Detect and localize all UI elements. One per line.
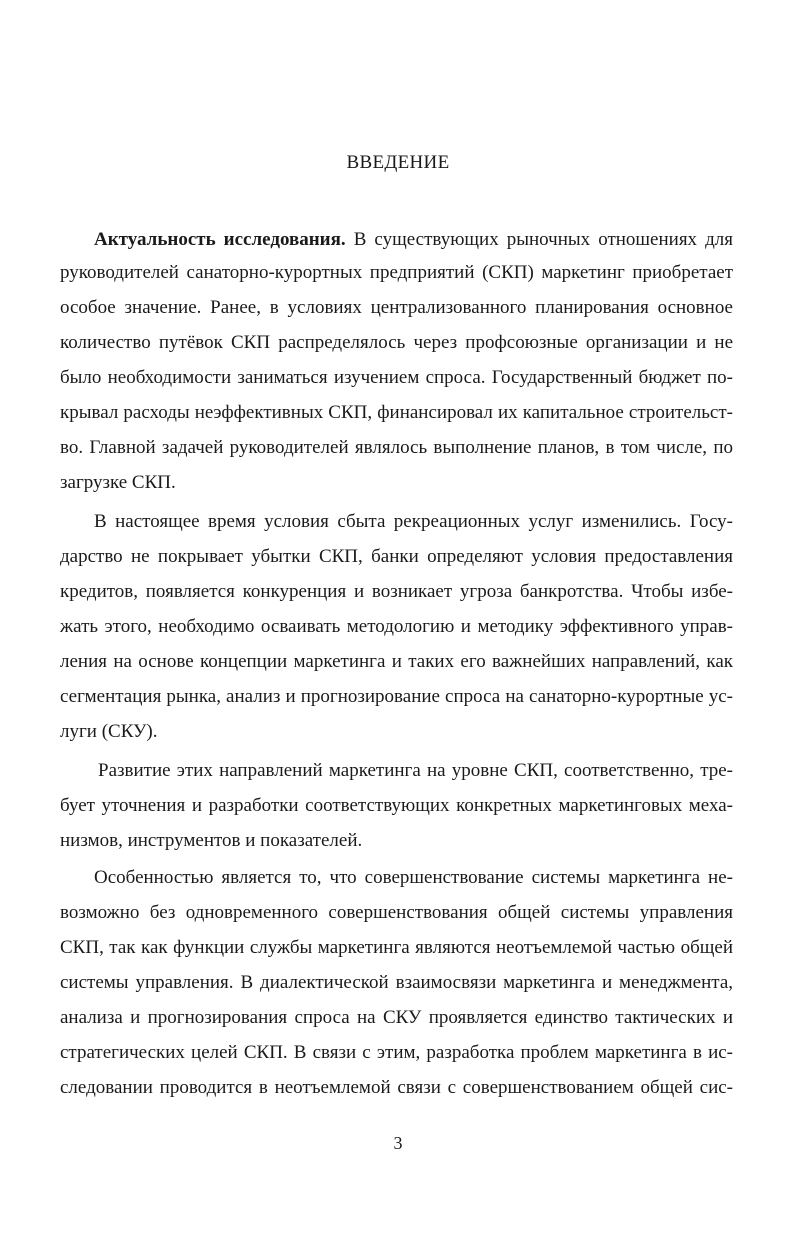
text-line: дарство не покрывает убытки СКП, банки определяют условия предоставления xyxy=(60,546,733,567)
text-line: кредитов, появляется конкуренция и возникает угроза банкротства. Чтобы избе- xyxy=(60,581,733,602)
text-line: было необходимости заниматься изучением спроса. Государственный бюджет по- xyxy=(60,367,733,388)
lead-phrase: Актуальность исследования. xyxy=(94,229,346,250)
text-line: луги (СКУ). xyxy=(60,721,158,742)
text-line: сегментация рынка, анализ и прогнозирование спроса на санаторно-курортные ус- xyxy=(60,686,733,707)
page-number: 3 xyxy=(393,1133,403,1153)
text-line: бует уточнения и разработки соответствующих конкретных маркетинговых меха- xyxy=(60,795,733,816)
text-line: анализа и прогнозирования спроса на СКУ проявляется единство тактических и xyxy=(60,1007,733,1028)
text-line: системы управления. В диалектической взаимосвязи маркетинга и менеджмента, xyxy=(60,972,733,993)
text-line: во. Главной задачей руководителей являлось выполнение планов, в том числе, по xyxy=(60,437,733,458)
text-line: ления на основе концепции маркетинга и таких его важнейших направлений, как xyxy=(60,651,733,672)
text-line: Актуальность исследования. В существующих рыночных отношениях для xyxy=(94,229,733,250)
text-line: СКП, так как функции службы маркетинга являются неотъемлемой частью общей xyxy=(60,937,733,958)
text-line: стратегических целей СКП. В связи с этим, разработка проблем маркетинга в ис- xyxy=(60,1042,733,1063)
text-line: руководителей санаторно-курортных предприятий (СКП) маркетинг приобретает xyxy=(60,262,733,283)
text-line: жать этого, необходимо осваивать методологию и методику эффективного управ- xyxy=(60,616,733,637)
text-line: низмов, инструментов и показателей. xyxy=(60,830,363,851)
text-line: загрузке СКП. xyxy=(60,472,176,493)
text-line: крывал расходы неэффективных СКП, финансировал их капитальное строительст- xyxy=(60,402,733,423)
page-title: ВВЕДЕНИЕ xyxy=(346,152,450,173)
text-line: возможно без одновременного совершенствования общей системы управления xyxy=(60,902,733,923)
text-line: Развитие этих направлений маркетинга на уровне СКП, соответственно, тре- xyxy=(98,760,733,781)
text-line: особое значение. Ранее, в условиях централизованного планирования основное xyxy=(60,297,733,318)
text-line: Особенностью является то, что совершенствование системы маркетинга не- xyxy=(94,867,733,888)
text-line: следовании проводится в неотъемлемой связи с совершенствованием общей сис- xyxy=(60,1077,733,1098)
text-line: количество путёвок СКП распределялось через профсоюзные организации и не xyxy=(60,332,733,353)
text-line: В настоящее время условия сбыта рекреационных услуг изменились. Госу- xyxy=(94,511,733,532)
